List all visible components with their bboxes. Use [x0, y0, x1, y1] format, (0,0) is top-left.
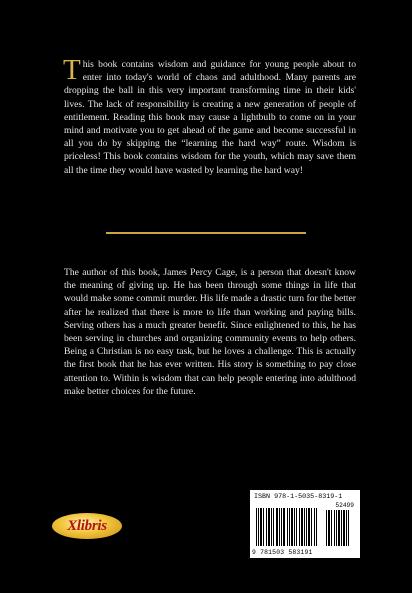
barcode-addon-bars — [326, 510, 354, 546]
blurb-dropcap: T — [63, 54, 81, 86]
author-bio: The author of this book, James Percy Cage, is a person that doesn't know the meaning of giving up. He has been through some things in life that would make some commit murder. His life made a drastic turn for the better after he realized that there is more to life than working and paying bills. Serving others has a much greater benefit. Since enlightened to this, he has been serving in churches and organizing community events to help others. Being a Christian is no easy task, but he loves a challenge. This is actually the first book that he has ever written. His story is something to pay close attention to. Within is wisdom that can help people entering into adulthood make better choices for the future. — [64, 267, 356, 397]
isbn-barcode — [250, 490, 360, 558]
gold-divider — [106, 232, 306, 234]
price-code: 52499 — [335, 502, 354, 509]
barcode-stripe — [348, 510, 349, 546]
barcode-stripe — [316, 508, 317, 546]
barcode-number: 9 781503 583191 — [252, 549, 313, 556]
book-blurb — [63, 54, 356, 177]
publisher-logo-text: Xlibris — [67, 517, 107, 534]
isbn-text: ISBN 978-1-5035-8319-1 — [254, 493, 343, 501]
blurb-text: his book contains wisdom and guidance for young people about to enter into today's world of chaos and adulthood. Many parents are dropping the ball in this very important transforming time in their kids' lives. The lack of responsibility is creating a new generation of people of entitlement. Reading this book may cause a lightbulb to come on in your mind and motivate you to get ahead of the game and become successful in all you do by skipping the “learning the hard way” route. Wisdom is priceless! This book contains wisdom for the youth, which may save them all the time they would have wasted by learning the hard way! — [64, 59, 356, 176]
publisher-logo — [52, 513, 122, 539]
barcode-bars — [256, 508, 322, 546]
